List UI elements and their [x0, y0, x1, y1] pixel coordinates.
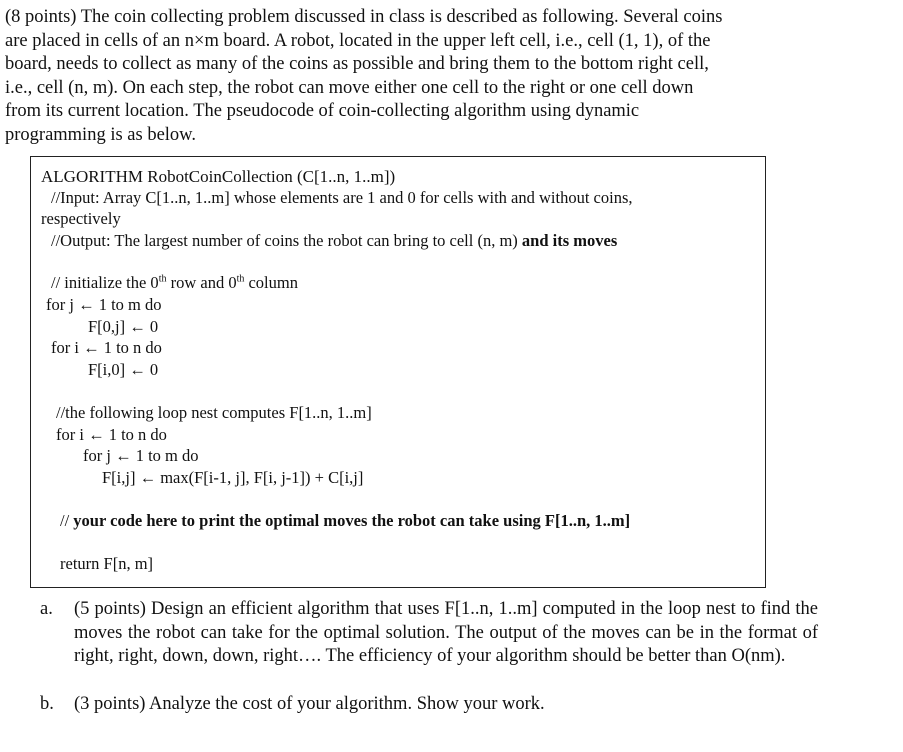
- init-comment: [51, 273, 298, 293]
- your-code-comment-bold: your code here to print the optimal moves the robot can take using F[1..n, 1..m]: [73, 511, 631, 530]
- inner-loop: for j ← 1 to m do: [83, 446, 199, 465]
- intro-line-5: from its current location. The pseudocode of coin-collecting algorithm using dynamic: [5, 101, 640, 122]
- intro-line-2: are placed in cells of an n×m board. A robot, located in the upper left cell, i.e., cell (1, 1), of the: [5, 30, 711, 51]
- init-comment-b: row and 0: [166, 273, 237, 292]
- your-code-comment: [60, 511, 630, 531]
- output-comment-bold: and its moves: [521, 231, 618, 250]
- output-comment-plain: //Output: The largest number of coins the robot can bring to cell (n, m): [51, 231, 522, 250]
- algorithm-title: ALGORITHM RobotCoinCollection (C[1..n, 1..m]): [41, 167, 396, 186]
- loop-j-init: for j ← 1 to m do: [46, 295, 162, 314]
- output-comment: [51, 231, 617, 251]
- init-sup-2: th: [236, 273, 245, 285]
- init-comment-a: // initialize the 0: [51, 273, 159, 292]
- pseudocode-box: [30, 156, 766, 588]
- loop-i-init-body: F[i,0] ← 0: [88, 360, 159, 379]
- question-a-text: (5 points) Design an efficient algorithm that uses F[1..n, 1..m] computed in the loop nest to find the moves the robot can take for the optimal solution. The output of the moves can be in the format of right, right, down, down, right…. The efficiency of your algorithm should be better than O(nm).: [74, 599, 818, 667]
- init-comment-c: column: [244, 273, 298, 292]
- input-comment: //Input: Array C[1..n, 1..m] whose elements are 1 and 0 for cells with and without coins,: [51, 188, 633, 207]
- question-b-label: b.: [40, 694, 54, 714]
- loop-i-init: for i ← 1 to n do: [51, 338, 162, 357]
- loop-nest-comment: //the following loop nest computes F[1..n, 1..m]: [56, 403, 372, 422]
- loop-j-init-body: F[0,j] ← 0: [88, 317, 159, 336]
- question-a-label: a.: [40, 599, 53, 619]
- question-b-text: (3 points) Analyze the cost of your algorithm. Show your work.: [74, 694, 545, 714]
- intro-line-6: programming is as below.: [5, 124, 196, 145]
- intro-line-4: i.e., cell (n, m). On each step, the robot can move either one cell to the right or one cell down: [5, 77, 694, 98]
- init-sup: th: [158, 273, 167, 285]
- inner-loop-body: F[i,j] ← max(F[i-1, j], F[i, j-1]) + C[i,j]: [102, 468, 364, 487]
- intro-line-1: (8 points) The coin collecting problem discussed in class is described as following. Several coins: [5, 7, 723, 27]
- intro-line-3: board, needs to collect as many of the coins as possible and bring them to the bottom right cell,: [5, 54, 709, 75]
- question-b: [40, 693, 820, 717]
- input-comment-cont: respectively: [41, 209, 121, 228]
- your-code-comment-plain: //: [60, 511, 74, 530]
- outer-loop: for i ← 1 to n do: [56, 425, 167, 444]
- problem-intro: [5, 6, 825, 148]
- return-statement: return F[n, m]: [60, 554, 154, 573]
- question-a: [40, 598, 820, 694]
